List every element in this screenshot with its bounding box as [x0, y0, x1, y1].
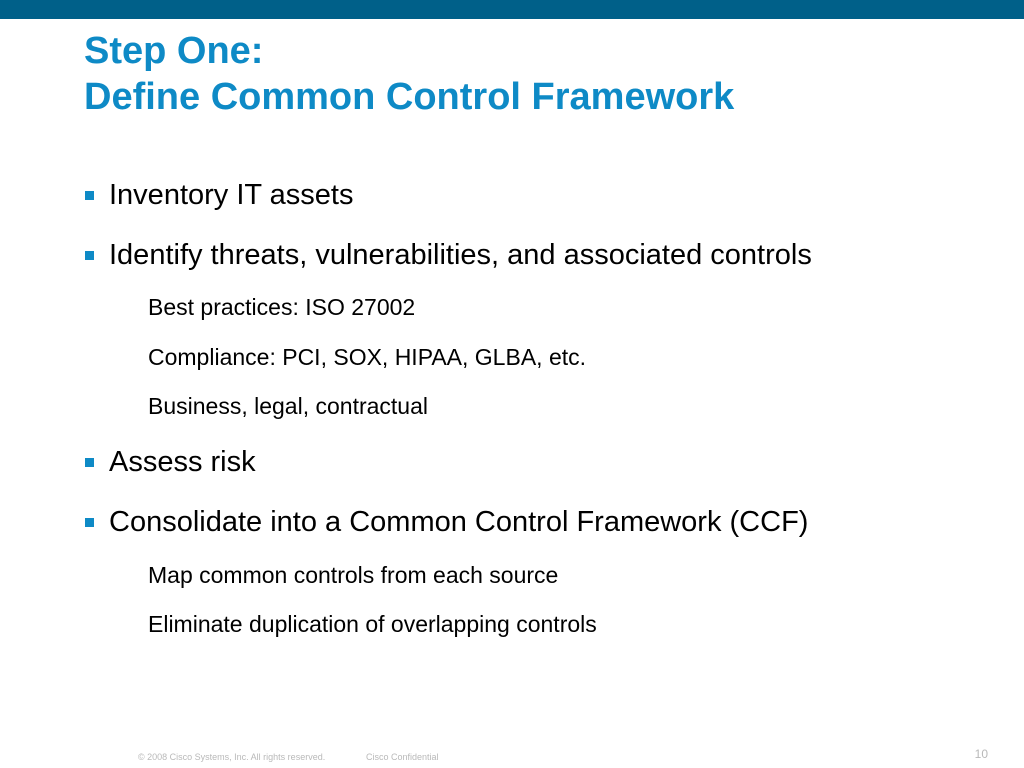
footer-confidential: Cisco Confidential	[366, 752, 439, 762]
square-bullet-icon	[85, 458, 94, 467]
title-line-2: Define Common Control Framework	[84, 76, 735, 118]
bullet-text: Assess risk	[109, 445, 256, 478]
title-line-1: Step One:	[84, 30, 264, 72]
top-bar	[0, 0, 1024, 19]
slide-title	[84, 28, 734, 120]
bullet-item	[84, 237, 812, 273]
bullet-item	[84, 504, 808, 540]
bullet-item	[84, 177, 353, 213]
square-bullet-icon	[85, 251, 94, 260]
bullet-text: Inventory IT assets	[109, 178, 354, 211]
sub-bullet-item: Business, legal, contractual	[148, 393, 428, 419]
sub-bullet-item: Map common controls from each source	[148, 562, 559, 588]
page-number: 10	[974, 747, 988, 761]
sub-bullet-item: Eliminate duplication of overlapping controls	[148, 611, 597, 637]
square-bullet-icon	[85, 191, 94, 200]
footer-copyright: © 2008 Cisco Systems, Inc. All rights reserved.	[138, 752, 326, 762]
square-bullet-icon	[85, 518, 94, 527]
sub-bullet-item: Best practices: ISO 27002	[148, 294, 416, 320]
bullet-text: Consolidate into a Common Control Framework (CCF)	[109, 505, 809, 538]
bullet-text: Identify threats, vulnerabilities, and associated controls	[109, 238, 812, 271]
sub-bullet-item: Compliance: PCI, SOX, HIPAA, GLBA, etc.	[148, 344, 587, 370]
bullet-item	[84, 444, 256, 480]
